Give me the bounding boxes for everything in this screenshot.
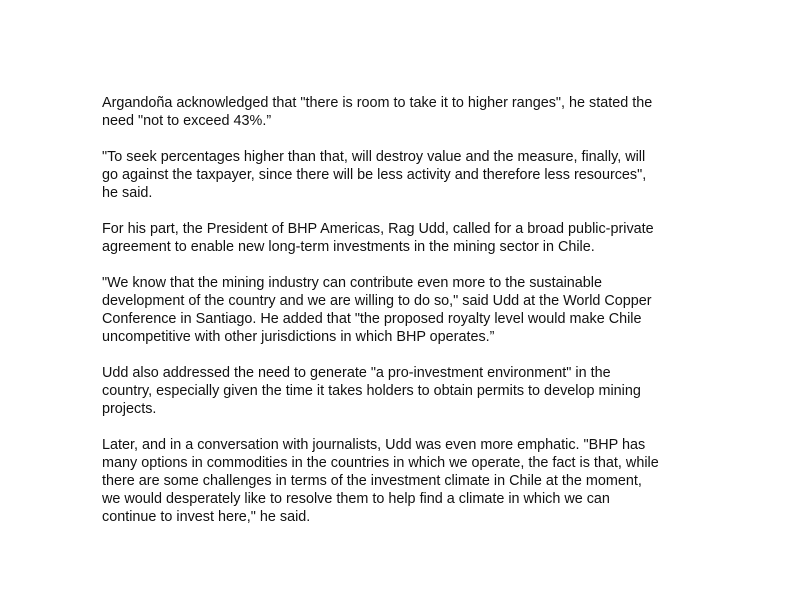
paragraph-4: "We know that the mining industry can contribute even more to the sustainable development of the country and we are willing to do so," said Udd at the World Copper Conference in Santiago. He added that "the proposed royalty level would make Chile uncompetitive with other jurisdictions in which BHP operates.” xyxy=(102,275,652,345)
paragraph-3: For his part, the President of BHP Americas, Rag Udd, called for a broad public-private agreement to enable new long-term investments in the mining sector in Chile. xyxy=(102,221,654,255)
paragraph-6: Later, and in a conversation with journalists, Udd was even more emphatic. "BHP has many options in commodities in the countries in which we operate, the fact is that, while there are some challenges in terms of the investment climate in Chile at the moment, we would desperately like to resolve them to help find a climate in which we can continue to invest here," he said. xyxy=(102,437,659,525)
paragraph-2: "To seek percentages higher than that, will destroy value and the measure, finally, will go against the taxpayer, since there will be less activity and therefore less resources", he said. xyxy=(102,149,647,201)
paragraph-1: Argandoña acknowledged that "there is room to take it to higher ranges", he stated the need "not to exceed 43%.” xyxy=(102,95,653,129)
paragraph-5: Udd also addressed the need to generate "a pro-investment environment" in the country, especially given the time it takes holders to obtain permits to develop mining projects. xyxy=(102,365,641,417)
article-body xyxy=(102,94,702,526)
